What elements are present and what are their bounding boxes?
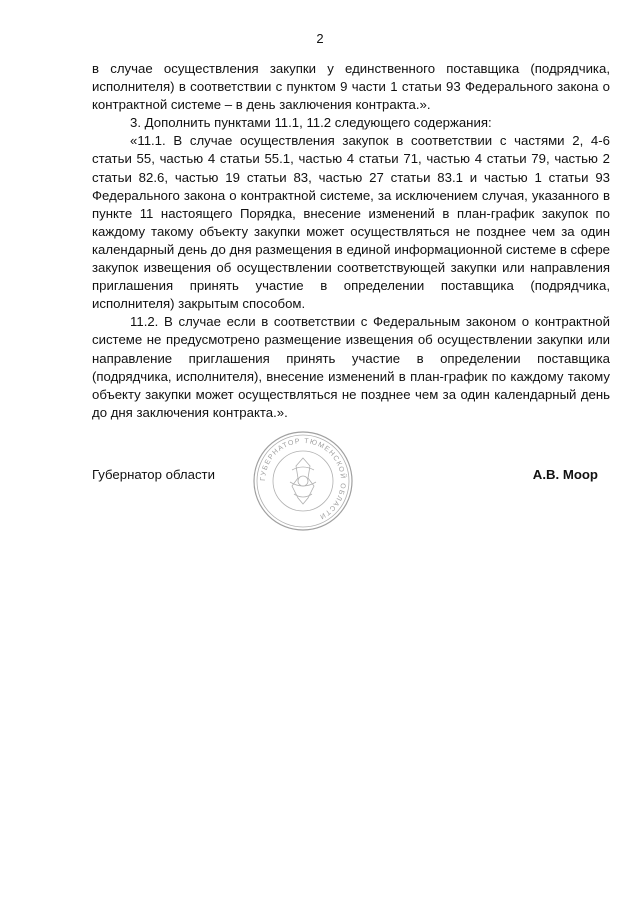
seal-emblem xyxy=(290,458,316,504)
paragraph-continuation: в случае осуществления закупки у единственного поставщика (подрядчика, исполнителя) в соответствии с пунктом 9 части 1 статьи 93 Федерального закона о контрактной системе – в день заключения контракта.». xyxy=(92,61,610,113)
signature-position: Губернатор области xyxy=(92,467,215,482)
paragraph-clause-11-1: «11.1. В случае осуществления закупок в соответствии с частями 2, 4-6 статьи 55, частью 4 статьи 55.1, частью 4 статьи 71, частью 4 статьи 79, частью 2 статьи 82.6, частью 19 статьи 83, частью 27 статьи 83.1 и частью 1 статьи 93 Федерального закона о контрактной системе, за исключением случая, указанного в пункте 11 настоящего Порядка, внесение изменений в план-график закупок по каждому такому объекту закупки может осуществляться не позднее чем за один календарный день до дня размещения в единой информационной системе в сфере закупок извещения об осуществлении соответствующей закупки или направления приглашения принять участие в определении поставщика (подрядчика, исполнителя) закрытым способом. xyxy=(92,133,610,312)
signature-name: А.В. Моор xyxy=(532,467,598,482)
paragraph-item-3: 3. Дополнить пунктами 11.1, 11.2 следующего содержания: xyxy=(130,115,492,131)
official-seal-icon xyxy=(252,430,354,532)
seal-text: ГУБЕРНАТОР ТЮМЕНСКОЙ ОБЛАСТИ xyxy=(259,437,347,521)
document-body xyxy=(92,60,610,422)
paragraph-clause-11-2: 11.2. В случае если в соответствии с Федеральным законом о контрактной системе не предусмотрено размещение извещения об осуществлении закупки или направление приглашения принять участие в определении поставщика (подрядчика, исполнителя), внесение изменений в план-график по каждому такому объекту закупки может осуществляться не позднее чем за один календарный день до дня заключения контракта.». xyxy=(92,314,610,420)
page-number: 2 xyxy=(316,31,324,46)
